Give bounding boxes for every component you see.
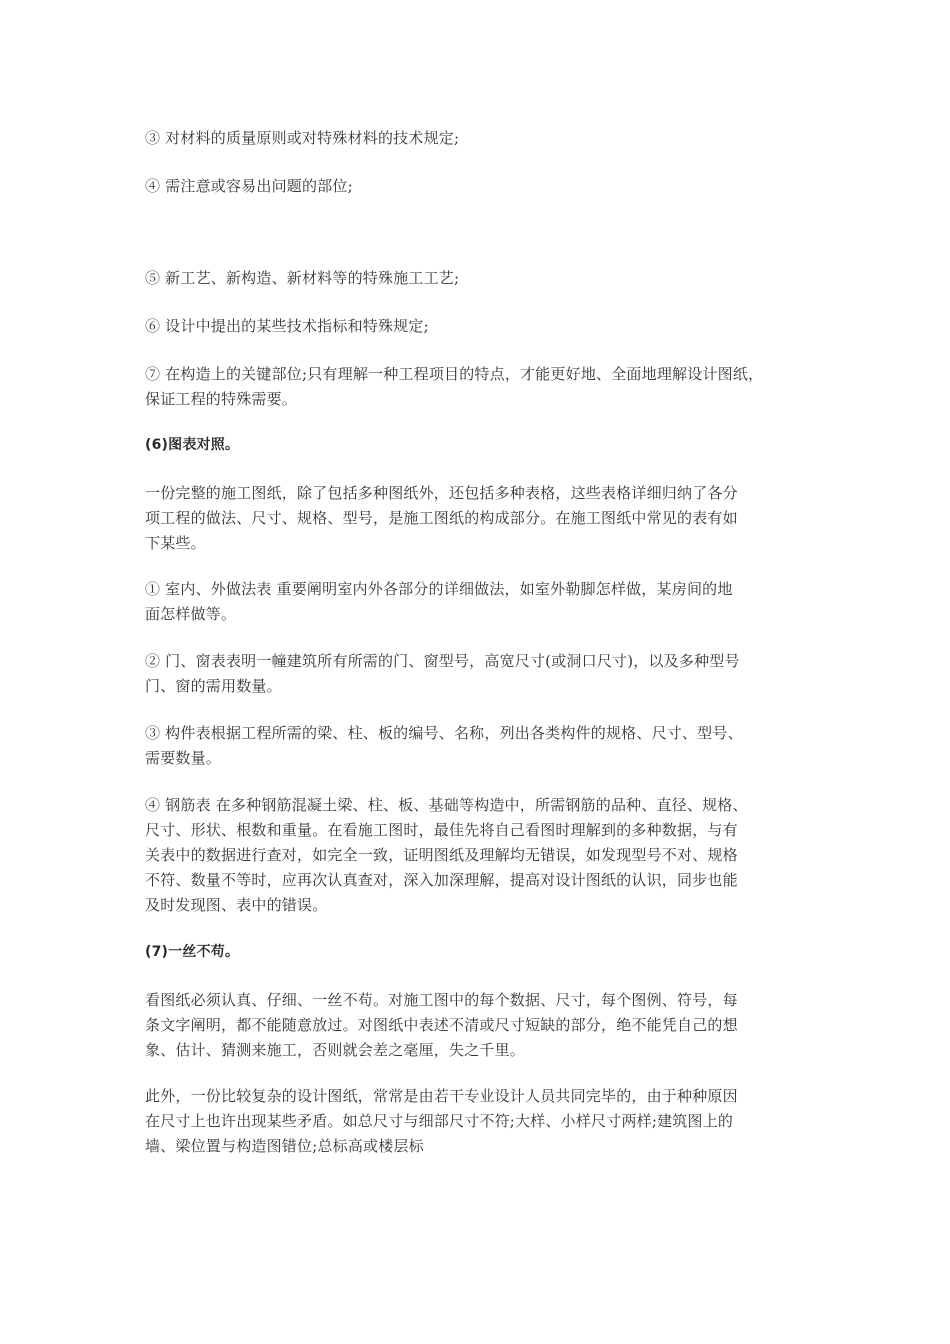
- list-item-key-parts-line-2: 保证工程的特殊需要。: [145, 390, 298, 408]
- list-item-material-quality: ③ 对材料的质量原则或对特殊材料的技术规定;: [145, 129, 460, 147]
- table-item-components-line-1: ③ 构件表根据工程所需的梁、柱、板的编号、名称，列出各类构件的规格、尺寸、型号、: [145, 724, 743, 742]
- table-item-rebar-line-2: 尺寸、形状、根数和重量。在看施工图时，最佳先将自己看图时理解到的多种数据，与有: [145, 821, 738, 839]
- table-item-doors-windows-line-1: ② 门、窗表表明一幢建筑所有所需的门、窗型号，高宽尺寸(或洞口尺寸)，以及多种型号: [145, 652, 740, 670]
- section7-paragraph-2-line-3: 墙、梁位置与构造图错位;总标高或楼层标: [145, 1137, 424, 1155]
- table-item-rebar-line-4: 不符、数量不等时，应再次认真查对，深入加深理解，提高对设计图纸的认识，同步也能: [145, 871, 738, 889]
- section6-intro-line-1: 一份完整的施工图纸，除了包括多种图纸外，还包括多种表格，这些表格详细归纳了各分: [145, 484, 738, 502]
- table-item-rebar-line-3: 关表中的数据进行查对，如完全一致，证明图纸及理解均无错误，如发现型号不对、规格: [145, 846, 738, 864]
- table-item-rebar-line-1: ④ 钢筋表 在多种钢筋混凝土梁、柱、板、基础等构造中，所需钢筋的品种、直径、规格、: [145, 796, 748, 814]
- table-item-components-line-2: 需要数量。: [145, 749, 222, 767]
- section6-intro-line-2: 项工程的做法、尺寸、规格、型号，是施工图纸的构成部分。在施工图纸中常见的表有如: [145, 509, 738, 527]
- section7-paragraph-1-line-3: 象、估计、猜测来施工，否则就会差之毫厘，失之千里。: [145, 1041, 526, 1059]
- list-item-new-techniques: ⑤ 新工艺、新构造、新材料等的特殊施工工艺;: [145, 269, 460, 287]
- list-item-key-parts-line-1: ⑦ 在构造上的关键部位;只有理解一种工程项目的特点，才能更好地、全面地理解设计图纸，: [145, 365, 764, 383]
- table-item-rebar-line-5: 及时发现图、表中的错误。: [145, 896, 328, 914]
- section7-paragraph-1-line-1: 看图纸必须认真、仔细、一丝不苟。对施工图中的每个数据、尺寸，每个图例、符号，每: [145, 991, 738, 1009]
- section7-paragraph-2-line-2: 在尺寸上也许出现某些矛盾。如总尺寸与细部尺寸不符;大样、小样尺寸两样;建筑图上的: [145, 1112, 734, 1130]
- table-item-finishes-line-1: ① 室内、外做法表 重要阐明室内外各部分的详细做法，如室外勒脚怎样做，某房间的地: [145, 580, 733, 598]
- table-item-finishes-line-2: 面怎样做等。: [145, 605, 237, 623]
- list-item-attention-areas: ④ 需注意或容易出问题的部位;: [145, 177, 353, 195]
- section6-intro-line-3: 下某些。: [145, 534, 206, 552]
- section7-paragraph-2-line-1: 此外，一份比较复杂的设计图纸，常常是由若干专业设计人员共同完毕的，由于种种原因: [145, 1087, 738, 1105]
- table-item-doors-windows-line-2: 门、窗的需用数量。: [145, 677, 282, 695]
- list-item-technical-indicators: ⑥ 设计中提出的某些技术指标和特殊规定;: [145, 317, 429, 335]
- section7-paragraph-1-line-2: 条文字阐明，都不能随意放过。对图纸中表述不清或尺寸短缺的部分，绝不能凭自己的想: [145, 1016, 738, 1034]
- section-heading-6: (6)图表对照。: [145, 437, 240, 453]
- section-heading-7: (7)一丝不苟。: [145, 944, 240, 960]
